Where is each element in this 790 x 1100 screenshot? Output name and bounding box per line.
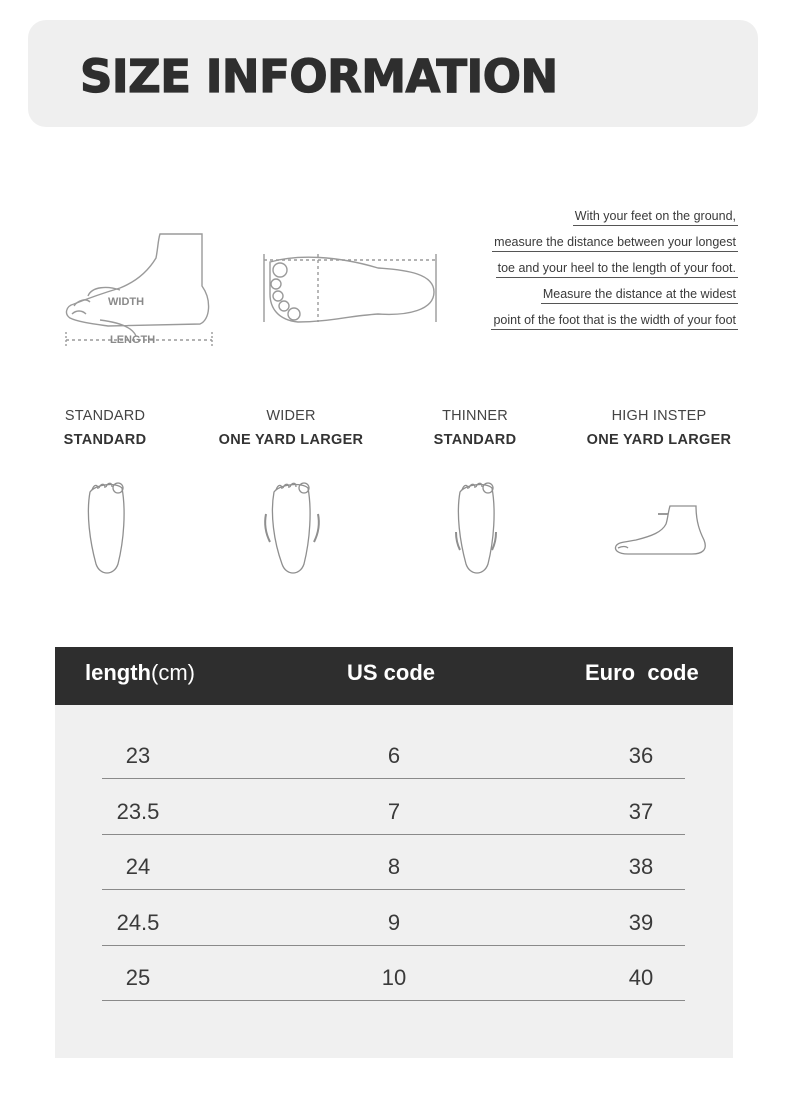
table-row <box>102 779 685 835</box>
foot-side-view-diagram <box>60 228 220 350</box>
length-cell: 23.5 <box>116 799 160 824</box>
foot-top-view-diagram <box>258 248 442 328</box>
us-size-cell: 10 <box>381 965 407 990</box>
instruction-line: toe and your heel to the length of your foot. <box>496 261 738 278</box>
length-cell: 25 <box>125 965 151 990</box>
thin-foot-icon <box>448 480 504 578</box>
foot-type-high-instep <box>564 408 754 448</box>
length-unit-label: (cm) <box>151 660 195 685</box>
length-cell: 24 <box>125 854 151 879</box>
standard-foot-icon <box>82 480 130 578</box>
measure-instructions <box>438 207 738 337</box>
length-label: LENGTH <box>110 334 156 346</box>
size-advice: STANDARD <box>63 432 147 448</box>
instruction-line: Measure the distance at the widest <box>541 287 738 304</box>
foot-type-label: STANDARD <box>64 408 146 424</box>
foot-type-wider <box>196 408 386 448</box>
foot-type-guide <box>0 408 790 588</box>
us-size-cell: 8 <box>387 854 401 879</box>
size-advice: STANDARD <box>433 432 517 448</box>
euro-size-cell: 36 <box>628 743 654 768</box>
instruction-line: measure the distance between your longest <box>492 235 738 252</box>
foot-type-label: WIDER <box>266 408 316 424</box>
foot-type-standard <box>10 408 200 448</box>
us-size-cell: 6 <box>387 743 401 768</box>
euro-size-cell: 38 <box>628 854 654 879</box>
euro-size-cell: 40 <box>628 965 654 990</box>
us-size-cell: 7 <box>387 799 401 824</box>
table-row <box>102 834 685 890</box>
size-chart-table <box>55 647 733 1058</box>
length-header-label: length <box>85 660 151 685</box>
foot-type-label: HIGH INSTEP <box>611 408 707 424</box>
length-column-header <box>85 660 195 686</box>
length-cell: 23 <box>125 743 151 768</box>
table-header <box>55 647 733 705</box>
us-column-header: US code <box>347 660 436 685</box>
width-label: WIDTH <box>108 296 145 308</box>
high-instep-foot-icon <box>612 502 708 558</box>
header-banner <box>28 20 758 127</box>
table-row <box>102 890 685 946</box>
table-row <box>102 723 685 779</box>
size-advice: ONE YARD LARGER <box>218 432 364 448</box>
page-title: SIZE INFORMATION <box>80 50 558 103</box>
length-cell: 24.5 <box>116 910 160 935</box>
euro-column-header: Euro code <box>585 660 699 685</box>
euro-size-cell: 39 <box>628 910 654 935</box>
euro-size-cell: 37 <box>628 799 654 824</box>
foot-type-thinner <box>380 408 570 448</box>
foot-type-label: THINNER <box>442 408 508 424</box>
us-size-cell: 9 <box>387 910 401 935</box>
wide-foot-icon <box>262 480 322 578</box>
instruction-line: With your feet on the ground, <box>573 209 738 226</box>
size-advice: ONE YARD LARGER <box>586 432 732 448</box>
instruction-line: point of the foot that is the width of your foot <box>491 313 738 330</box>
table-row <box>102 945 685 1001</box>
